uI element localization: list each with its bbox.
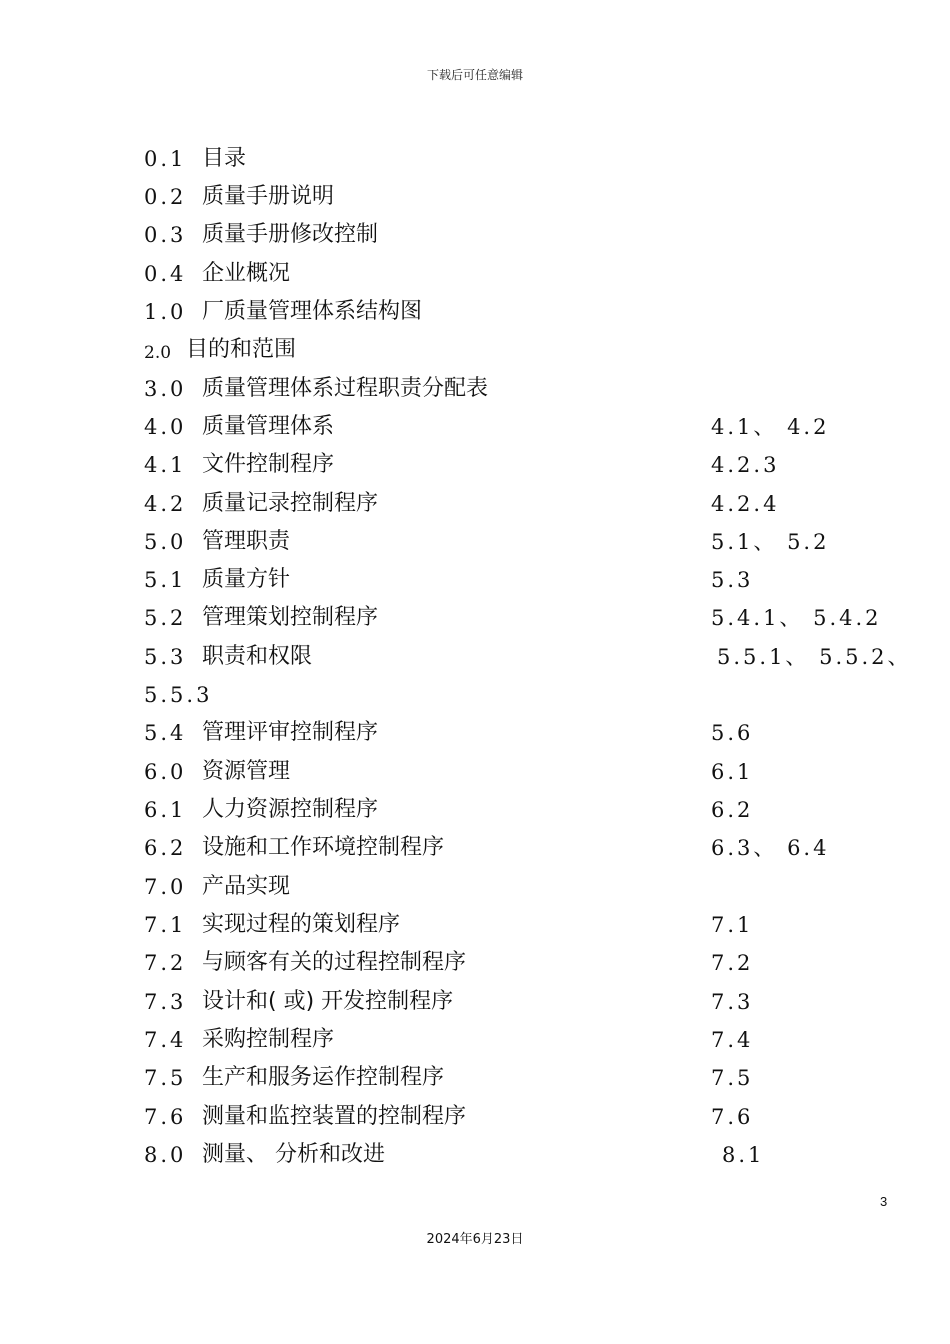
toc-entry-clause: 7.1	[711, 913, 754, 937]
toc-entry-number: 7.1	[144, 913, 187, 937]
toc-entry-clause: 7.3	[711, 990, 754, 1014]
toc-entry-clause: 5.4.1、 5.4.2	[711, 606, 882, 630]
toc-entry-title: 管理评审控制程序	[202, 720, 379, 745]
toc-entry-number: 7.4	[144, 1028, 187, 1052]
toc-entry-number: 5.0	[144, 530, 187, 554]
toc-entry-clause: 7.5	[711, 1066, 754, 1090]
toc-entry-title: 管理策划控制程序	[202, 605, 379, 630]
toc-entry-clause: 8.1	[722, 1143, 765, 1167]
toc-entry-title: 测量、 分析和改进	[202, 1142, 385, 1167]
toc-entry-number: 5.1	[144, 568, 187, 592]
toc-entry-number: 4.1	[144, 453, 187, 477]
toc-entry	[0, 949, 950, 987]
toc-entry-title: 质量手册修改控制	[202, 222, 379, 247]
toc-entry-title: 企业概况	[202, 261, 291, 286]
toc-entry-clause: 5.1、 5.2	[711, 530, 830, 554]
toc-entry-title: 质量管理体系过程职责分配表	[202, 376, 489, 401]
toc-entry-number: 5.5.3	[144, 683, 213, 707]
toc-entry-continuation	[0, 681, 950, 719]
toc-entry-clause: 5.5.1、 5.5.2、	[717, 645, 912, 669]
toc-entry-clause: 7.6	[711, 1105, 754, 1129]
toc-entry	[0, 528, 950, 566]
toc-entry	[0, 796, 950, 834]
toc-entry-title: 生产和服务运作控制程序	[202, 1065, 445, 1090]
toc-entry-clause: 6.1	[711, 760, 754, 784]
toc-entry-number: 7.0	[144, 875, 187, 899]
toc-entry	[0, 1064, 950, 1102]
toc-entry-number: 0.1	[144, 147, 187, 171]
toc-entry	[0, 413, 950, 451]
toc-entry	[0, 758, 950, 796]
toc-entry-title: 与顾客有关的过程控制程序	[202, 950, 467, 975]
toc-entry-title: 质量管理体系	[202, 414, 335, 439]
toc-entry-clause: 7.2	[711, 951, 754, 975]
toc-entry-title: 质量方针	[202, 567, 291, 592]
toc-entry-number: 0.2	[144, 185, 187, 209]
toc-entry-number: 0.4	[144, 262, 187, 286]
toc-entry	[0, 183, 950, 221]
toc-entry-number: 5.2	[144, 606, 187, 630]
toc-entry-clause: 4.2.4	[711, 492, 780, 516]
toc-entry-title: 测量和监控装置的控制程序	[202, 1104, 467, 1129]
toc-entry-title: 职责和权限	[202, 644, 313, 669]
toc-entry	[0, 298, 950, 336]
page-header: 下载后可任意编辑	[426, 68, 523, 82]
toc-entry-number: 8.0	[144, 1143, 187, 1167]
toc-entry-number: 6.0	[144, 760, 187, 784]
toc-entry	[0, 490, 950, 528]
toc-entry-title: 人力资源控制程序	[202, 797, 379, 822]
toc-entry-title: 设施和工作环境控制程序	[202, 835, 445, 860]
toc-entry-number: 7.5	[144, 1066, 187, 1090]
toc-entry-number: 6.1	[144, 798, 187, 822]
toc-entry	[0, 1141, 950, 1179]
toc-entry-title: 实现过程的策划程序	[202, 912, 401, 937]
toc-entry-number: 2.0	[144, 343, 172, 363]
toc-entry-title: 目的和范围	[186, 337, 297, 362]
toc-entry-number: 5.4	[144, 721, 187, 745]
toc-entry	[0, 1026, 950, 1064]
toc-entry-number: 7.6	[144, 1105, 187, 1129]
toc-entry	[0, 873, 950, 911]
toc-entry-title: 目录	[202, 146, 247, 171]
toc-entry	[0, 336, 950, 374]
toc-entry-clause: 6.2	[711, 798, 754, 822]
toc-entry	[0, 1103, 950, 1141]
toc-entry-title: 管理职责	[202, 529, 291, 554]
toc-entry	[0, 834, 950, 872]
toc-entry-title: 采购控制程序	[202, 1027, 335, 1052]
toc-entry-number: 7.2	[144, 951, 187, 975]
toc-entry	[0, 451, 950, 489]
toc-entry-number: 1.0	[144, 300, 187, 324]
toc-entry-number: 4.0	[144, 415, 187, 439]
toc-entry-clause: 4.1、 4.2	[711, 415, 830, 439]
toc-entry-clause: 4.2.3	[711, 453, 780, 477]
toc-entry	[0, 145, 950, 183]
toc-entry	[0, 988, 950, 1026]
toc-entry-title: 质量手册说明	[202, 184, 335, 209]
toc-entry-title: 产品实现	[202, 874, 291, 899]
toc-entry-clause: 5.3	[711, 568, 754, 592]
toc-entry	[0, 719, 950, 757]
toc-entry	[0, 260, 950, 298]
toc-entry-title: 文件控制程序	[202, 452, 335, 477]
toc-entry-number: 6.2	[144, 836, 187, 860]
toc-entry-number: 5.3	[144, 645, 187, 669]
toc-entry-clause: 5.6	[711, 721, 754, 745]
toc-entry-clause: 7.4	[711, 1028, 754, 1052]
toc-entry	[0, 643, 950, 681]
toc-entry-title: 厂质量管理体系结构图	[202, 299, 423, 324]
toc-entry-title: 质量记录控制程序	[202, 491, 379, 516]
toc-entry-number: 3.0	[144, 377, 187, 401]
footer-date: 2024年6月23日	[426, 1232, 524, 1247]
toc-entry-number: 4.2	[144, 492, 187, 516]
toc-entry	[0, 911, 950, 949]
toc-entry	[0, 221, 950, 259]
toc-entry	[0, 604, 950, 642]
page-number: 3	[880, 1194, 888, 1209]
toc-entry	[0, 566, 950, 604]
toc-entry	[0, 375, 950, 413]
toc-entry-clause: 6.3、 6.4	[711, 836, 830, 860]
toc-entry-number: 7.3	[144, 990, 187, 1014]
toc-entry-number: 0.3	[144, 223, 187, 247]
toc-entry-title: 设计和( 或) 开发控制程序	[202, 989, 454, 1014]
toc-entry-title: 资源管理	[202, 759, 291, 784]
